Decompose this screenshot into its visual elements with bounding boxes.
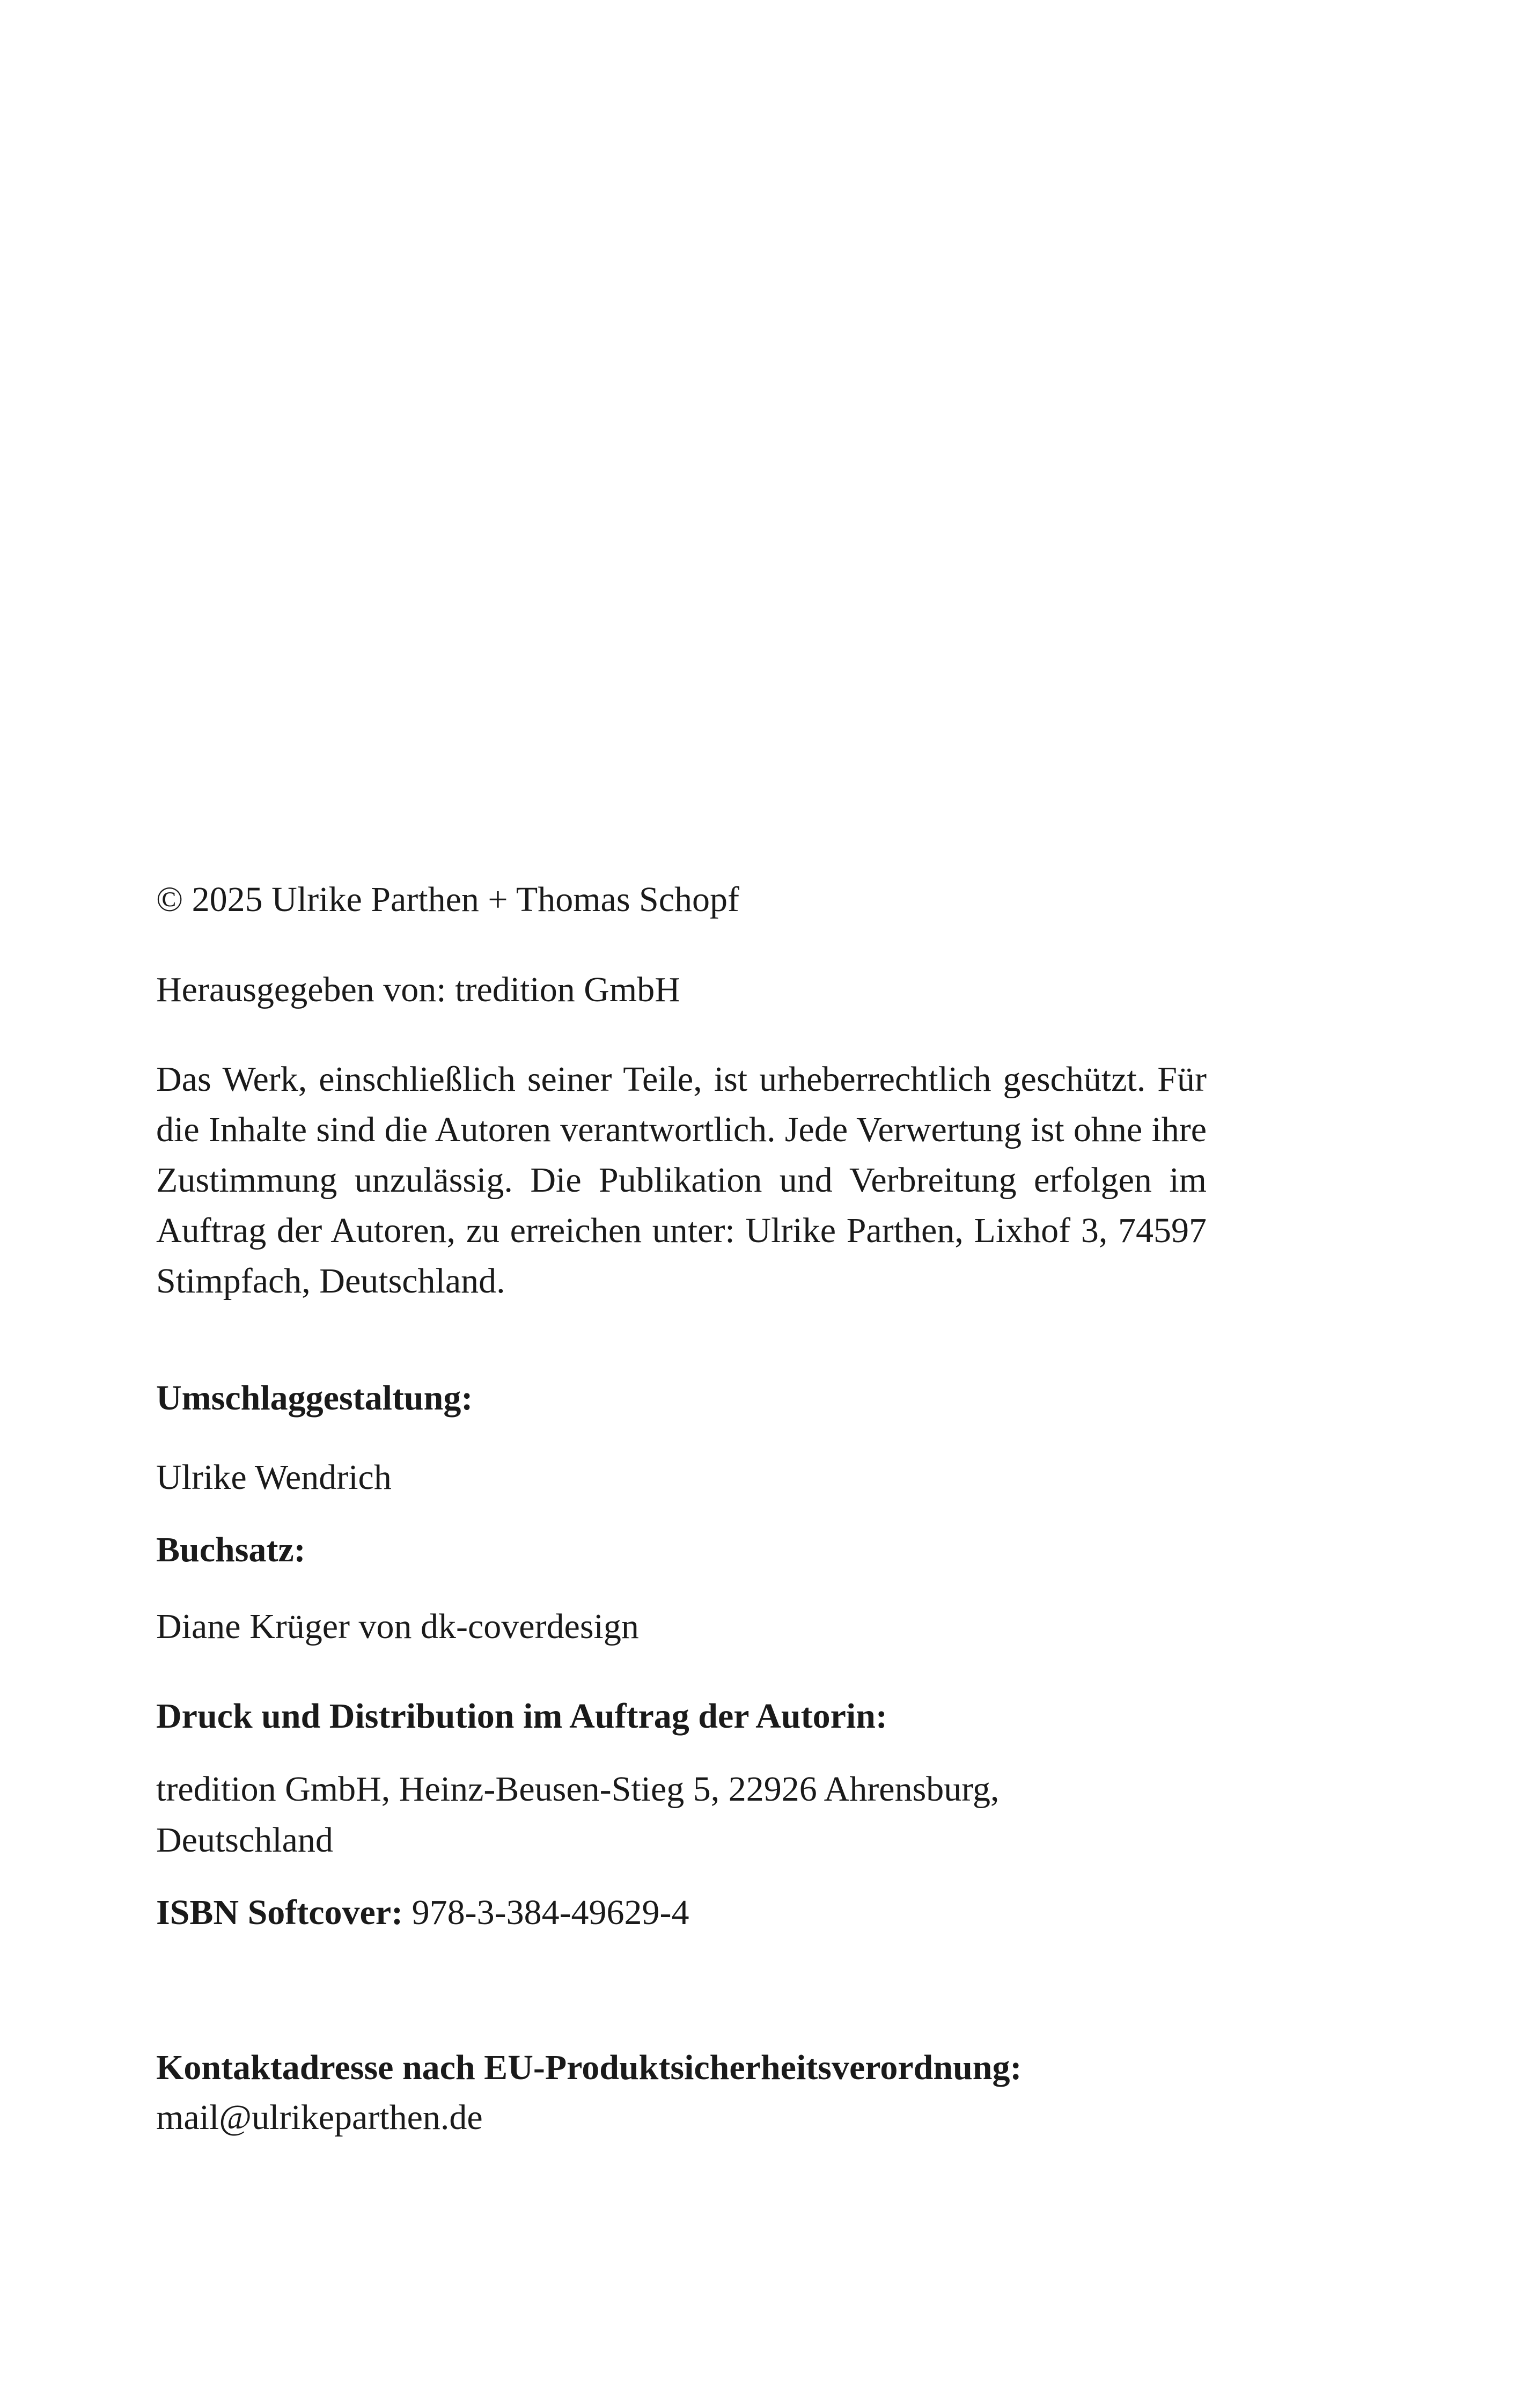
copyright-line: © 2025 Ulrike Parthen + Thomas Schopf — [156, 880, 740, 919]
typesetting-value: Diane Krüger von dk-coverdesign — [156, 1607, 639, 1646]
contact-email: mail@ulrikeparthen.de — [156, 2098, 483, 2137]
cover-design-value: Ulrike Wendrich — [156, 1458, 392, 1497]
isbn-label: ISBN Softcover: — [156, 1893, 403, 1932]
contact-heading: Kontaktadresse nach EU-Produktsicherheitsverordnung: — [156, 2048, 1022, 2087]
legal-notice-paragraph: Das Werk, einschließlich seiner Teile, ist urheberrechtlich geschützt. Für die Inhalte sind die Autoren verantwortlich. Jede Verwertung ist ohne ihre Zustimmung unzulässig. Die Publikation und Verbreitung erfolgen im Auftrag der Autoren, zu erreichen unter: Ulrike Parthen, Lixhof 3, 74597 Stimpfach, Deutschland. — [156, 1060, 1207, 1301]
printing-address-line1: tredition GmbH, Heinz-Beusen-Stieg 5, 22926 Ahrensburg, — [156, 1770, 1000, 1809]
isbn-value: 978-3-384-49629-4 — [412, 1893, 689, 1932]
publisher-line: Herausgegeben von: tredition GmbH — [156, 970, 680, 1009]
isbn-line — [156, 1888, 689, 1938]
printing-address-line2: Deutschland — [156, 1820, 333, 1860]
cover-design-heading: Umschlaggestaltung: — [156, 1378, 473, 1418]
printing-heading: Druck und Distribution im Auftrag der Autorin: — [156, 1697, 887, 1736]
typesetting-heading: Buchsatz: — [156, 1530, 306, 1569]
